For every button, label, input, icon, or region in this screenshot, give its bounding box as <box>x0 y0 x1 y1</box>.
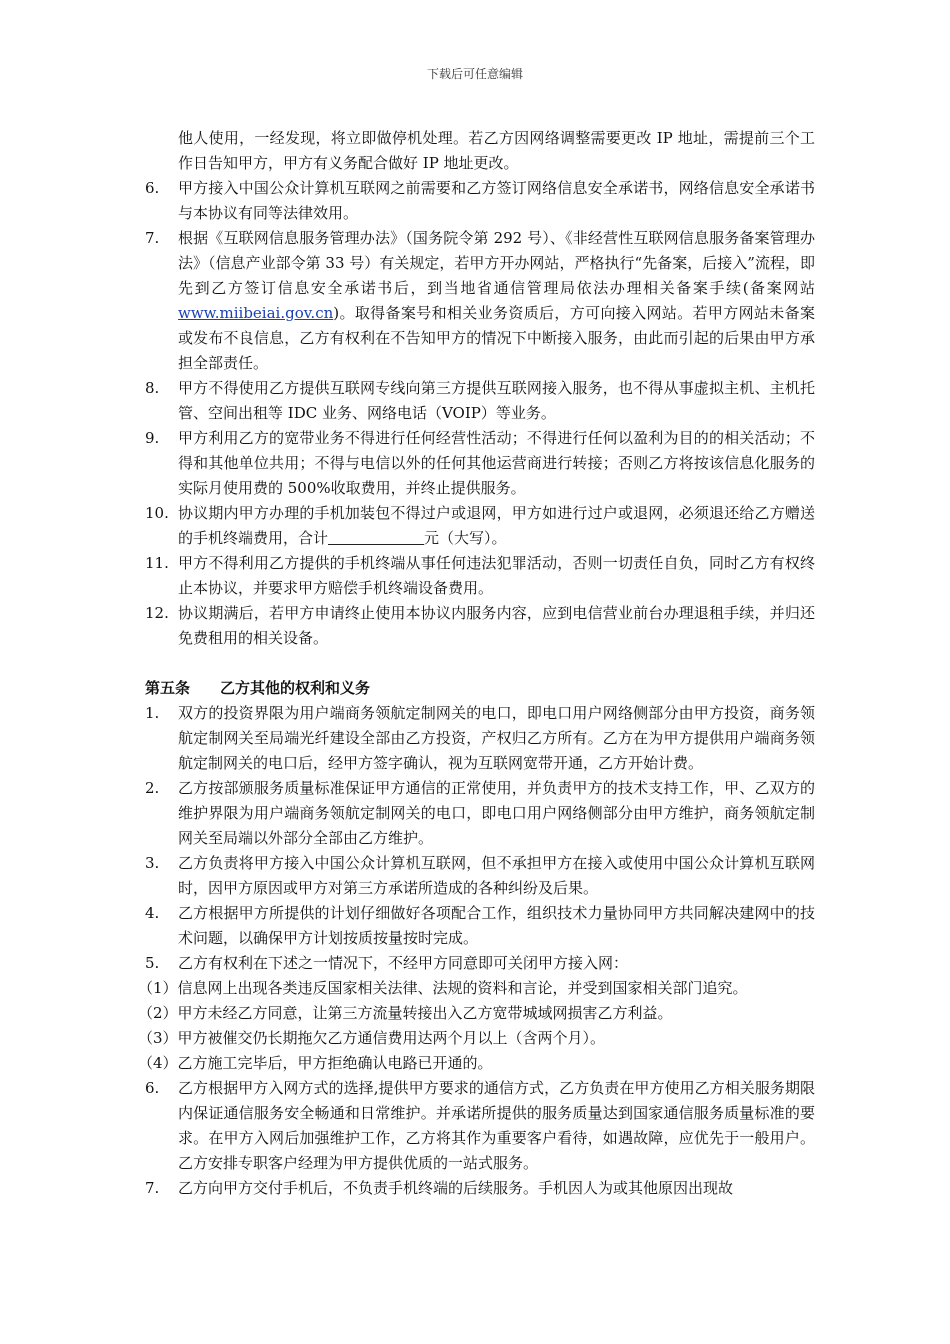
list-item <box>145 376 815 426</box>
sub-item: （4）乙方施工完毕后，甲方拒绝确认电路已开通的。 <box>138 1054 493 1072</box>
filing-website-link[interactable]: www.miibeiai.gov.cn <box>178 304 334 322</box>
item-text <box>178 501 815 551</box>
list-item <box>145 701 815 776</box>
item-number: 12. <box>145 604 169 622</box>
item-text: 乙方按部颁服务质量标准保证甲方通信的正常使用，并负责甲方的技术支持工作，甲、乙双方的维护界限为用户端商务领航定制网关的电口，即电口用户网络侧部分由甲方维护，商务领航定制网关至局端以外部分全部由乙方维护。 <box>178 779 815 847</box>
item-text: 乙方根据甲方所提供的计划仔细做好各项配合工作，组织技术力量协同甲方共同解决建网中的技术问题，以确保甲方计划按质按量按时完成。 <box>178 904 815 947</box>
sub-item: （1）信息网上出现各类违反国家相关法律、法规的资料和言论，并受到国家相关部门追究。 <box>138 979 748 997</box>
item-text: 乙方有权利在下述之一情况下，不经甲方同意即可关闭甲方接入网： <box>178 954 629 972</box>
list-item <box>145 176 815 226</box>
item-text: 乙方向甲方交付手机后，不负责手机终端的后续服务。手机因人为或其他原因出现故 <box>178 1179 734 1197</box>
item-text: 协议期满后，若甲方申请终止使用本协议内服务内容，应到电信营业前台办理退租手续，并归还免费租用的相关设备。 <box>178 604 815 647</box>
item-5-continuation: 他人使用，一经发现，将立即做停机处理。若乙方因网络调整需要更改 IP 地址，需提前三个工作日告知甲方，甲方有义务配合做好 IP 地址更改。 <box>178 129 815 172</box>
item-number: 5. <box>145 954 160 972</box>
list-item <box>145 601 815 651</box>
list-item <box>145 901 815 951</box>
item-text-part-b: 元（大写）。 <box>424 529 507 547</box>
section-number: 第五条 <box>145 679 191 697</box>
item-text: 乙方负责将甲方接入中国公众计算机互联网，但不承担甲方在接入或使用中国公众计算机互联网时，因甲方原因或甲方对第三方承诺所造成的各种纠纷及后果。 <box>178 854 815 897</box>
list-item <box>145 551 815 601</box>
item-text: 甲方不得使用乙方提供互联网专线向第三方提供互联网接入服务，也不得从事虚拟主机、主机托管、空间出租等 IDC 业务、网络电话（VOIP）等业务。 <box>178 379 815 422</box>
item-number: 7. <box>145 1179 160 1197</box>
list-item <box>145 1176 815 1201</box>
item-text: 甲方接入中国公众计算机互联网之前需要和乙方签订网络信息安全承诺书，网络信息安全承诺书与本协议有同等法律效用。 <box>178 179 815 222</box>
section-heading <box>145 676 815 701</box>
list-item <box>145 1076 815 1176</box>
list-item <box>145 501 815 551</box>
item-number: 1. <box>145 704 160 722</box>
list-item <box>145 951 815 976</box>
item-number: 8. <box>145 379 160 397</box>
item-number: 9. <box>145 429 160 447</box>
sub-item: （2）甲方未经乙方同意，让第三方流量转接出入乙方宽带城域网损害乙方利益。 <box>138 1004 673 1022</box>
item-number: 3. <box>145 854 160 872</box>
list-item <box>145 776 815 851</box>
item-text: 双方的投资界限为用户端商务领航定制网关的电口，即电口用户网络侧部分由甲方投资，商务领航定制网关至局端光纤建设全部由乙方投资，产权归乙方所有。乙方在为甲方提供用户端商务领航定制网关的电口后，经甲方签字确认，视为互联网宽带开通，乙方开始计费。 <box>178 704 815 772</box>
item-number: 6. <box>145 179 160 197</box>
document-body <box>138 126 815 1201</box>
list-item <box>145 426 815 501</box>
item-text-part-b: )。取得备案号和相关业务资质后，方可向接入网站。若甲方网站未备案或发布不良信息，乙方有权利在不告知甲方的情况下中断接入服务，由此而引起的后果由甲方承担全部责任。 <box>178 304 815 372</box>
list-item <box>145 226 815 376</box>
item-text: 甲方不得利用乙方提供的手机终端从事任何违法犯罪活动，否则一切责任自负，同时乙方有权终止本协议，并要求甲方赔偿手机终端设备费用。 <box>178 554 815 597</box>
section-spacer <box>145 651 815 676</box>
sub-item: （3）甲方被催交仍长期拖欠乙方通信费用达两个月以上（含两个月）。 <box>138 1029 606 1047</box>
item-number: 4. <box>145 904 160 922</box>
page-header: 下载后可任意编辑 <box>426 67 523 81</box>
item-number: 7. <box>145 229 160 247</box>
item-number: 6. <box>145 1079 160 1097</box>
item-text-part-a: 协议期内甲方办理的手机加装包不得过户或退网，甲方如进行过户或退网，必须退还给乙方赠送的手机终端费用，合计 <box>178 504 815 547</box>
list-item <box>145 851 815 901</box>
item-number: 11. <box>145 554 169 572</box>
section-title: 乙方其他的权利和义务 <box>220 679 371 697</box>
item-text <box>178 226 815 376</box>
item-text: 乙方根据甲方入网方式的选择,提供甲方要求的通信方式，乙方负责在甲方使用乙方相关服务期限内保证通信服务安全畅通和日常维护。并承诺所提供的服务质量达到国家通信服务质量标准的要求。在甲方入网后加强维护工作，乙方将其作为重要客户看待，如遇故障，应优先于一般用户。乙方安排专职客户经理为甲方提供优质的一站式服务。 <box>178 1079 815 1172</box>
item-text: 甲方利用乙方的宽带业务不得进行任何经营性活动；不得进行任何以盈利为目的的相关活动；不得和其他单位共用；不得与电信以外的任何其他运营商进行转接；否则乙方将按该信息化服务的实际月使用费的 500%收取费用，并终止提供服务。 <box>178 429 815 497</box>
item-number: 10. <box>145 504 169 522</box>
amount-blank-line[interactable] <box>328 529 424 545</box>
item-number: 2. <box>145 779 160 797</box>
item-text-part-a: 根据《互联网信息服务管理办法》（国务院令第 292 号）、《非经营性互联网信息服务备案管理办法》（信息产业部令第 33 号）有关规定，若甲方开办网站，严格执行“先备案，后接入”流程，即先到乙方签订信息安全承诺书后，到当地省通信管理局依法办理相关备案手续(备案网站 <box>178 229 815 297</box>
